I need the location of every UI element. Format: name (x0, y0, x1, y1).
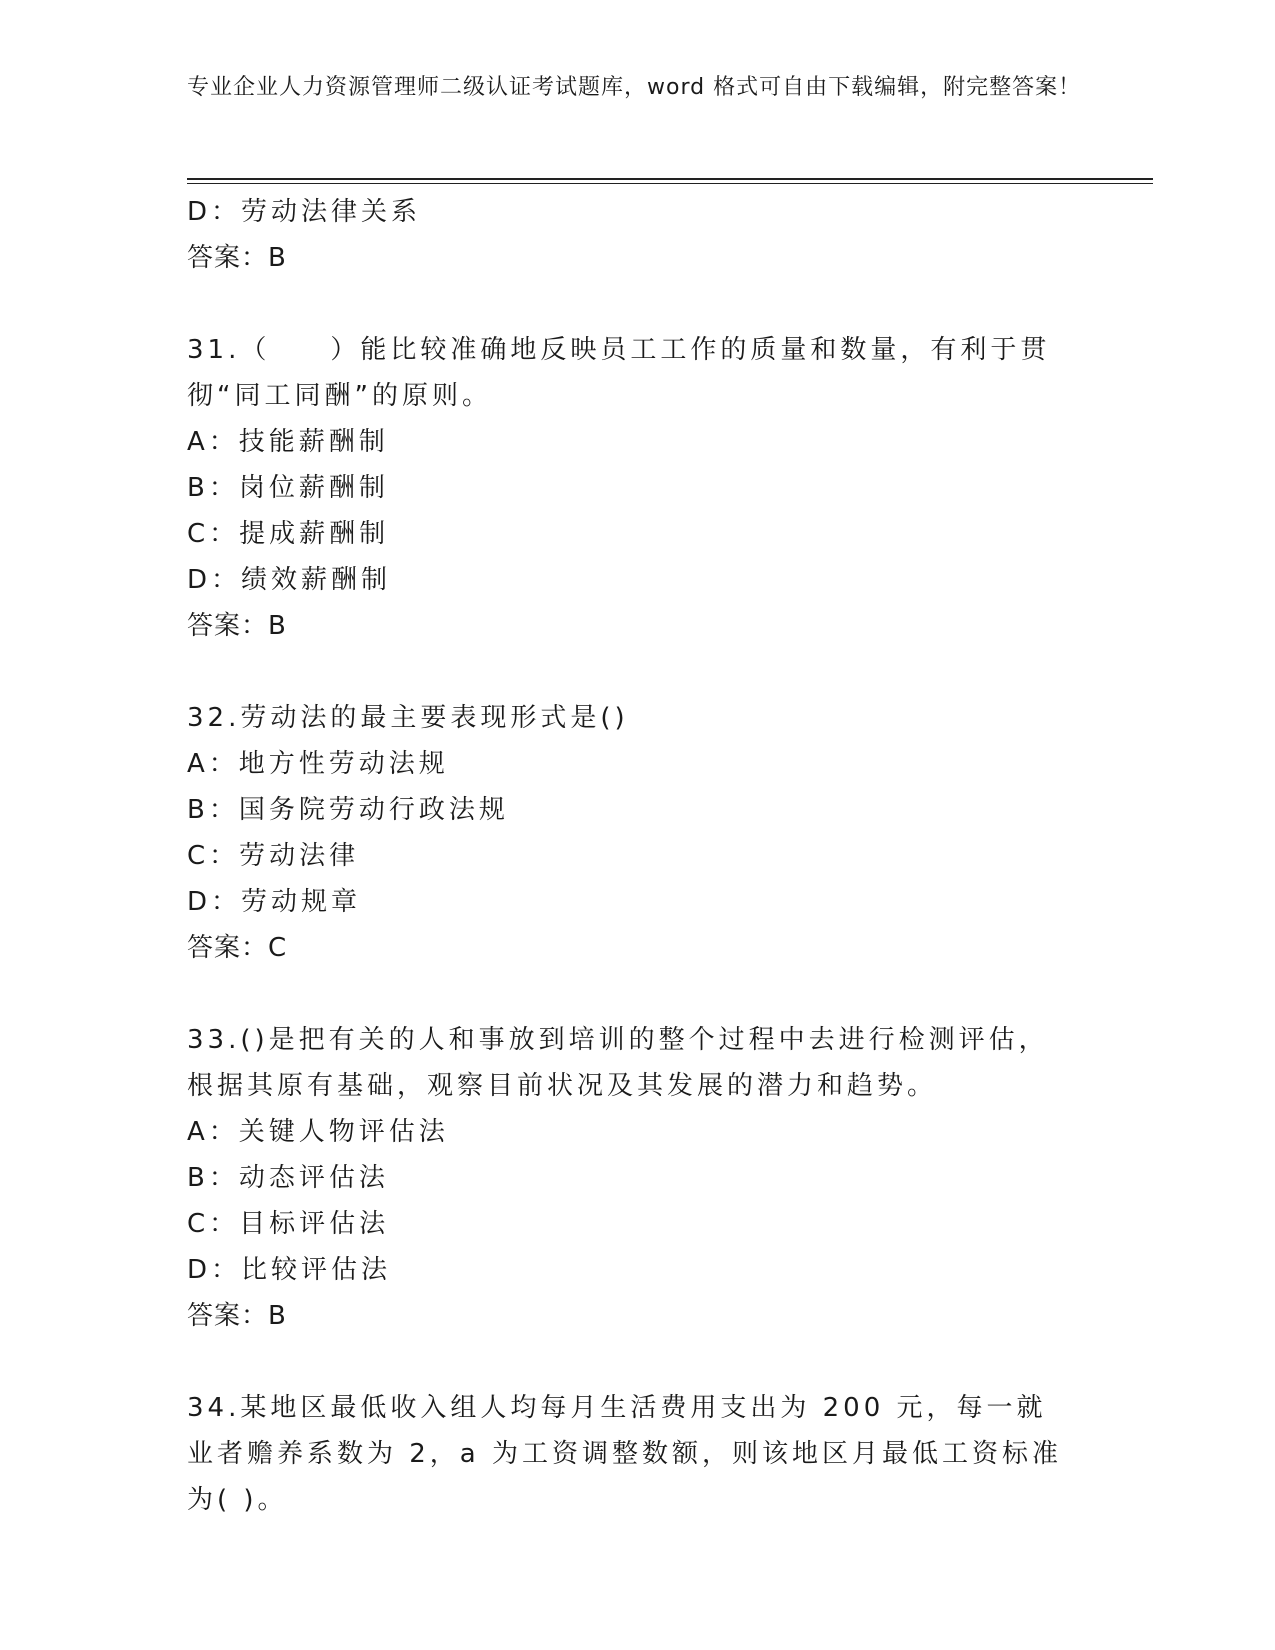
header-divider-thin (187, 183, 1153, 184)
option-c: C：提成薪酬制 (187, 519, 390, 549)
spacer (187, 649, 1087, 695)
question-stem: 34.某地区最低收入组人均每月生活费用支出为 200 元，每一就业者赡养系数为 2，a 为工资调整数额，则该地区月最低工资标准为( )。 (187, 1393, 1063, 1515)
answer: 答案：C (187, 933, 288, 963)
spacer (187, 1339, 1087, 1385)
option-a: A：地方性劳动法规 (187, 749, 449, 779)
option-d: D：绩效薪酬制 (187, 565, 392, 595)
option-a: A：关键人物评估法 (187, 1117, 449, 1147)
spacer (187, 971, 1087, 1017)
option-b: B：岗位薪酬制 (187, 473, 389, 503)
question-stem: 32.劳动法的最主要表现形式是() (187, 703, 629, 733)
option-c: C：目标评估法 (187, 1209, 390, 1239)
page-header: 专业企业人力资源管理师二级认证考试题库，word 格式可自由下载编辑，附完整答案！ (187, 75, 1082, 100)
header-divider-thick (187, 178, 1153, 180)
answer: 答案：B (187, 243, 287, 273)
option-b: B：国务院劳动行政法规 (187, 795, 509, 825)
question-stem: 33.()是把有关的人和事放到培训的整个过程中去进行检测评估，根据其原有基础，观察目前状况及其发展的潜力和趋势。 (187, 1025, 1049, 1101)
question-content (187, 189, 1087, 1523)
option-a: A：技能薪酬制 (187, 427, 389, 457)
spacer (187, 281, 1087, 327)
answer: 答案：B (187, 1301, 287, 1331)
option-c: C：劳动法律 (187, 841, 360, 871)
option-d: D：劳动法律关系 (187, 197, 422, 227)
question-stem: 31.（ ）能比较准确地反映员工工作的质量和数量，有利于贯彻“同工同酬”的原则。 (187, 335, 1051, 411)
option-d: D：比较评估法 (187, 1255, 392, 1285)
answer: 答案：B (187, 611, 287, 641)
option-d: D：劳动规章 (187, 887, 362, 917)
option-b: B：动态评估法 (187, 1163, 389, 1193)
